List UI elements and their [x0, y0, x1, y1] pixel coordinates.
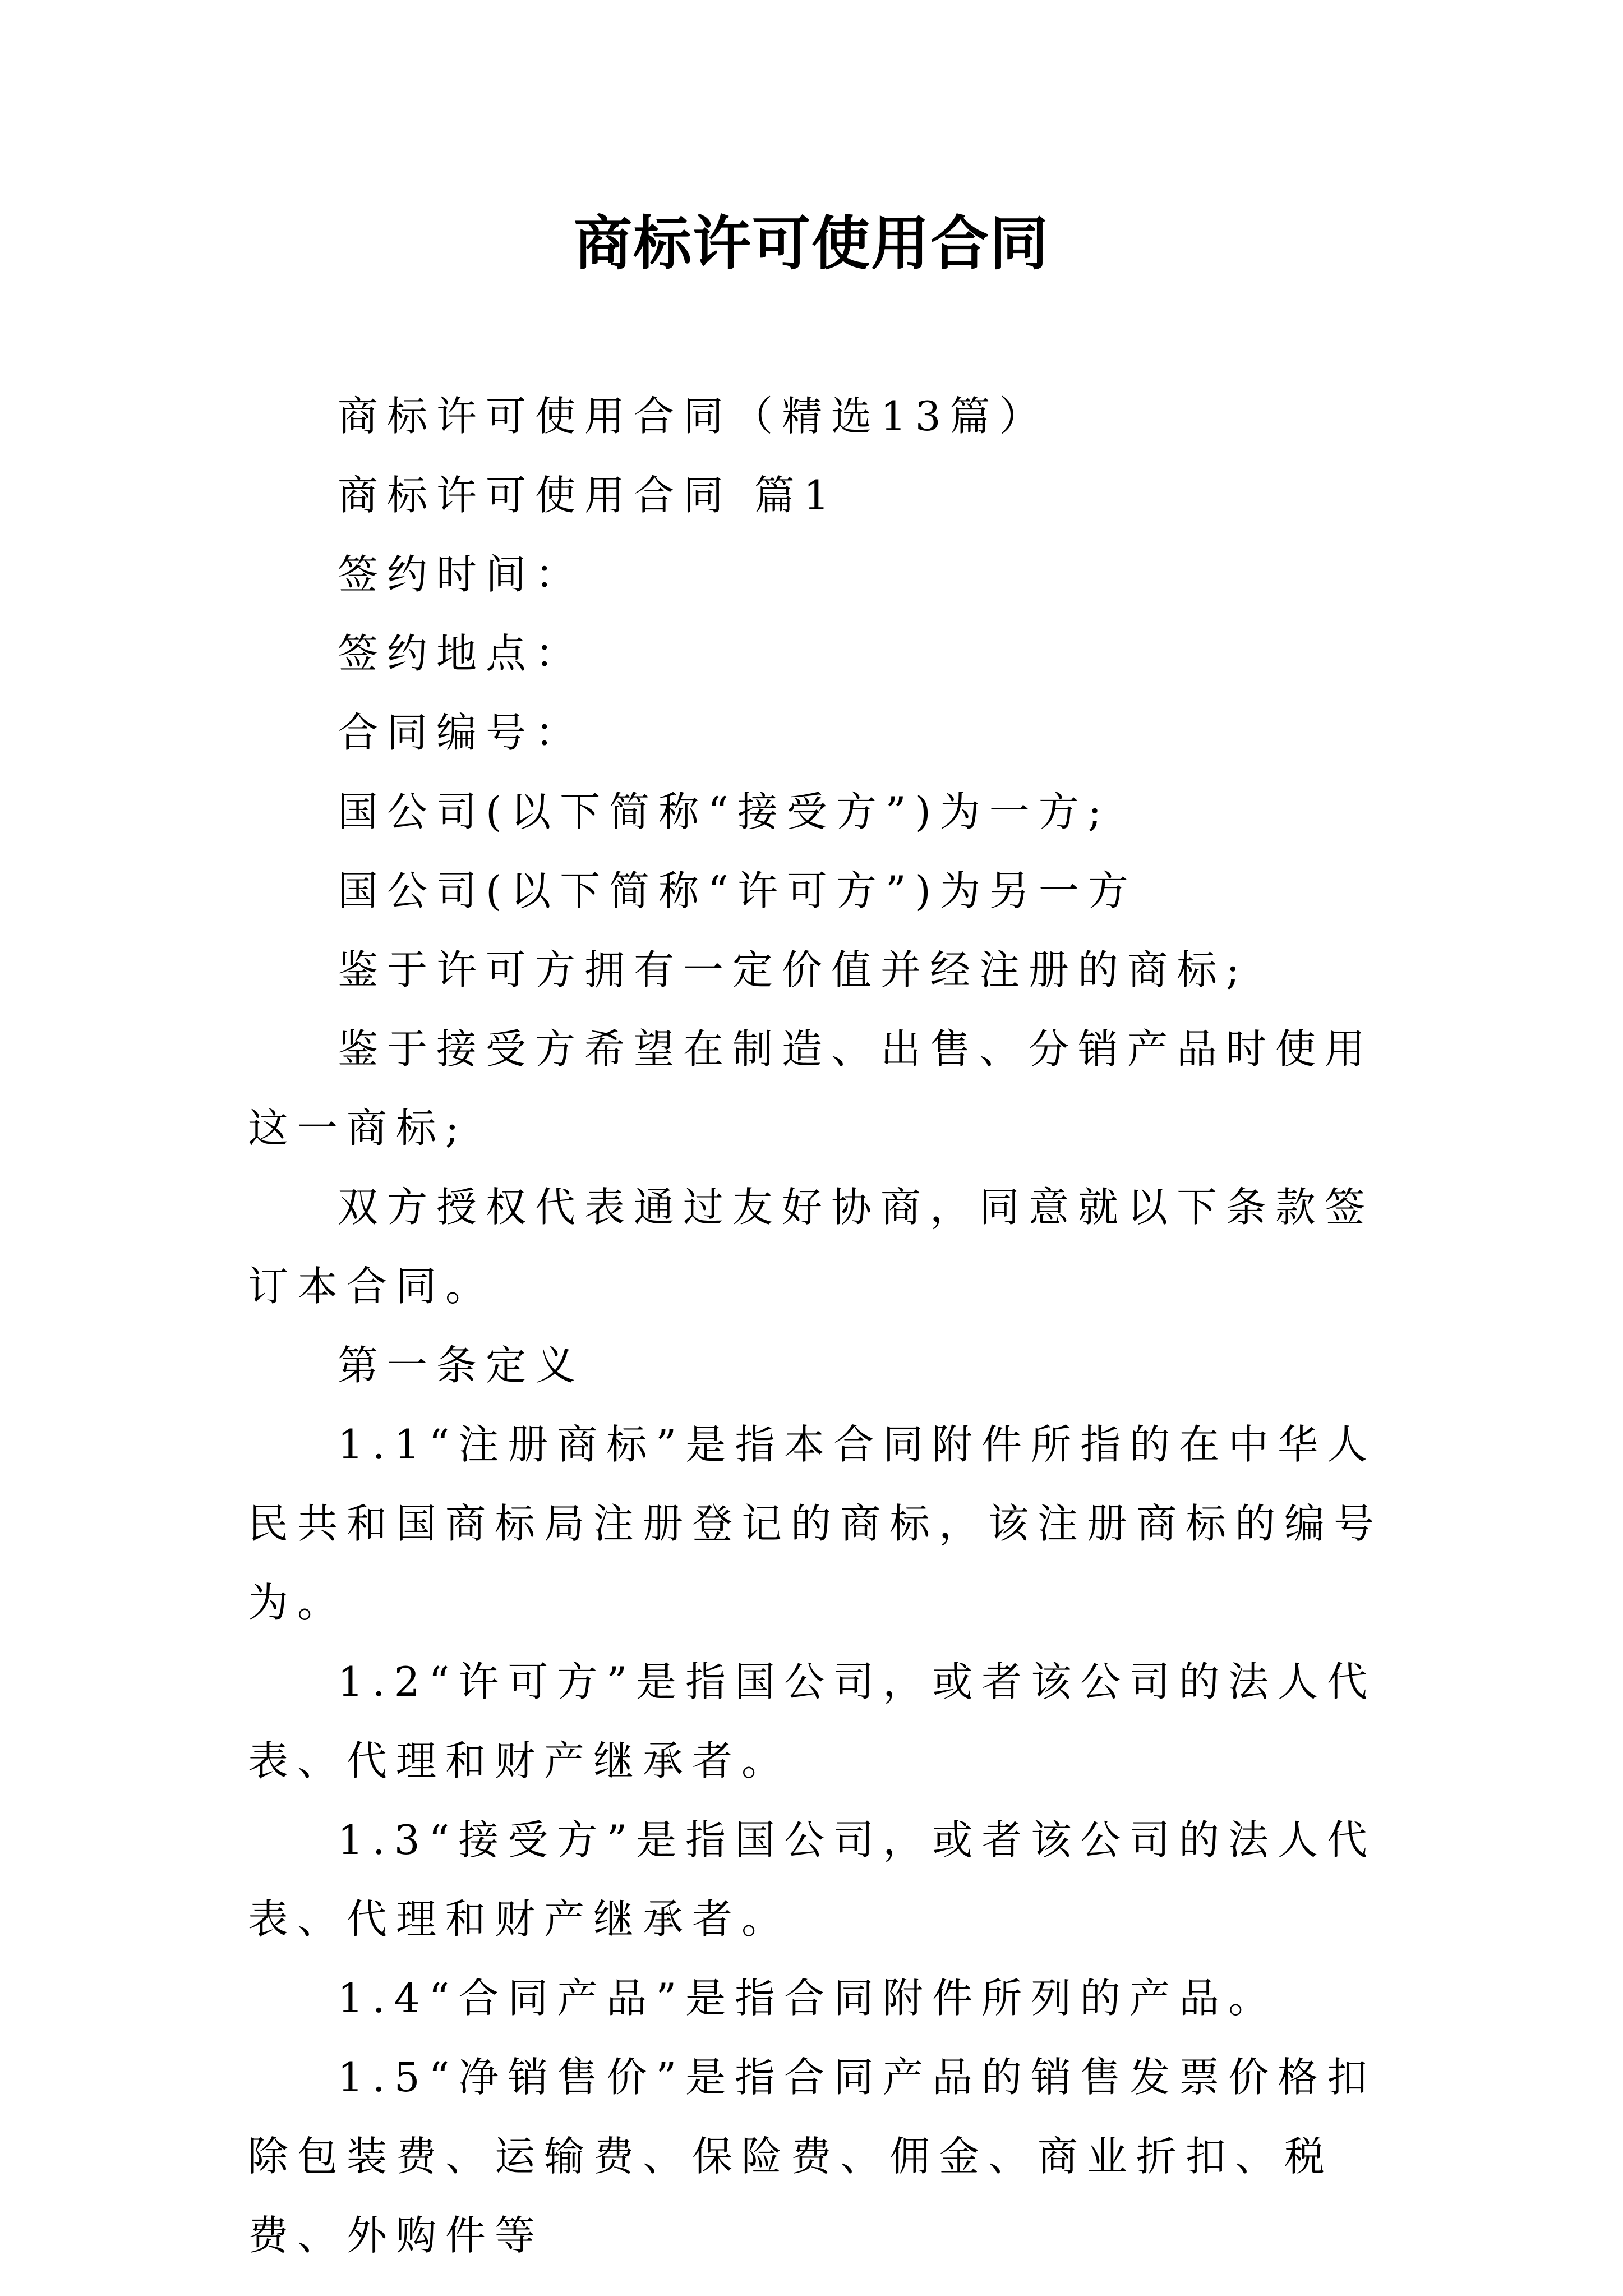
- paragraph-clause-1-5: 1.5“净销售价”是指合同产品的销售发票价格扣除包装费、运输费、保险费、佣金、商业折扣、税费、外购件等: [248, 2054, 1377, 2259]
- paragraph-signing-time: 签约时间：: [338, 551, 585, 598]
- paragraph-clause-1-4: 1.4“合同产品”是指合同附件所列的产品。: [338, 1975, 1278, 2022]
- document-body: [248, 377, 1392, 2275]
- paragraph-contract-number: 合同编号：: [338, 709, 585, 756]
- paragraph-clause-1-2: 1.2“许可方”是指国公司，或者该公司的法人代表、代理和财产继承者。: [248, 1658, 1377, 1784]
- paragraph-whereas-licensee: 鉴于接受方希望在制造、出售、分销产品时使用这一商标;: [248, 1025, 1375, 1152]
- paragraph-clause-1-3: 1.3“接受方”是指国公司，或者该公司的法人代表、代理和财产继承者。: [248, 1816, 1377, 1943]
- paragraph-party-licensor: 国公司(以下简称“许可方”)为另一方: [338, 867, 1137, 914]
- paragraph-party-licensee: 国公司(以下简称“接受方”)为一方;: [338, 788, 1111, 835]
- paragraph-intro: 商标许可使用合同（精选13篇）: [338, 393, 1049, 440]
- document-title: 商标许可使用合同: [573, 209, 1049, 278]
- paragraph-section-heading: 商标许可使用合同 篇1: [338, 472, 838, 519]
- paragraph-whereas-licensor: 鉴于许可方拥有一定价值并经注册的商标;: [338, 946, 1249, 993]
- paragraph-agreement: 双方授权代表通过友好协商，同意就以下条款签订本合同。: [248, 1184, 1375, 1310]
- paragraph-article-one: 第一条定义: [338, 1342, 585, 1389]
- paragraph-clause-1-1: 1.1“注册商标”是指本合同附件所指的在中华人民共和国商标局注册登记的商标，该注册商标的编号为。: [248, 1421, 1384, 1626]
- paragraph-signing-place: 签约地点：: [338, 630, 585, 677]
